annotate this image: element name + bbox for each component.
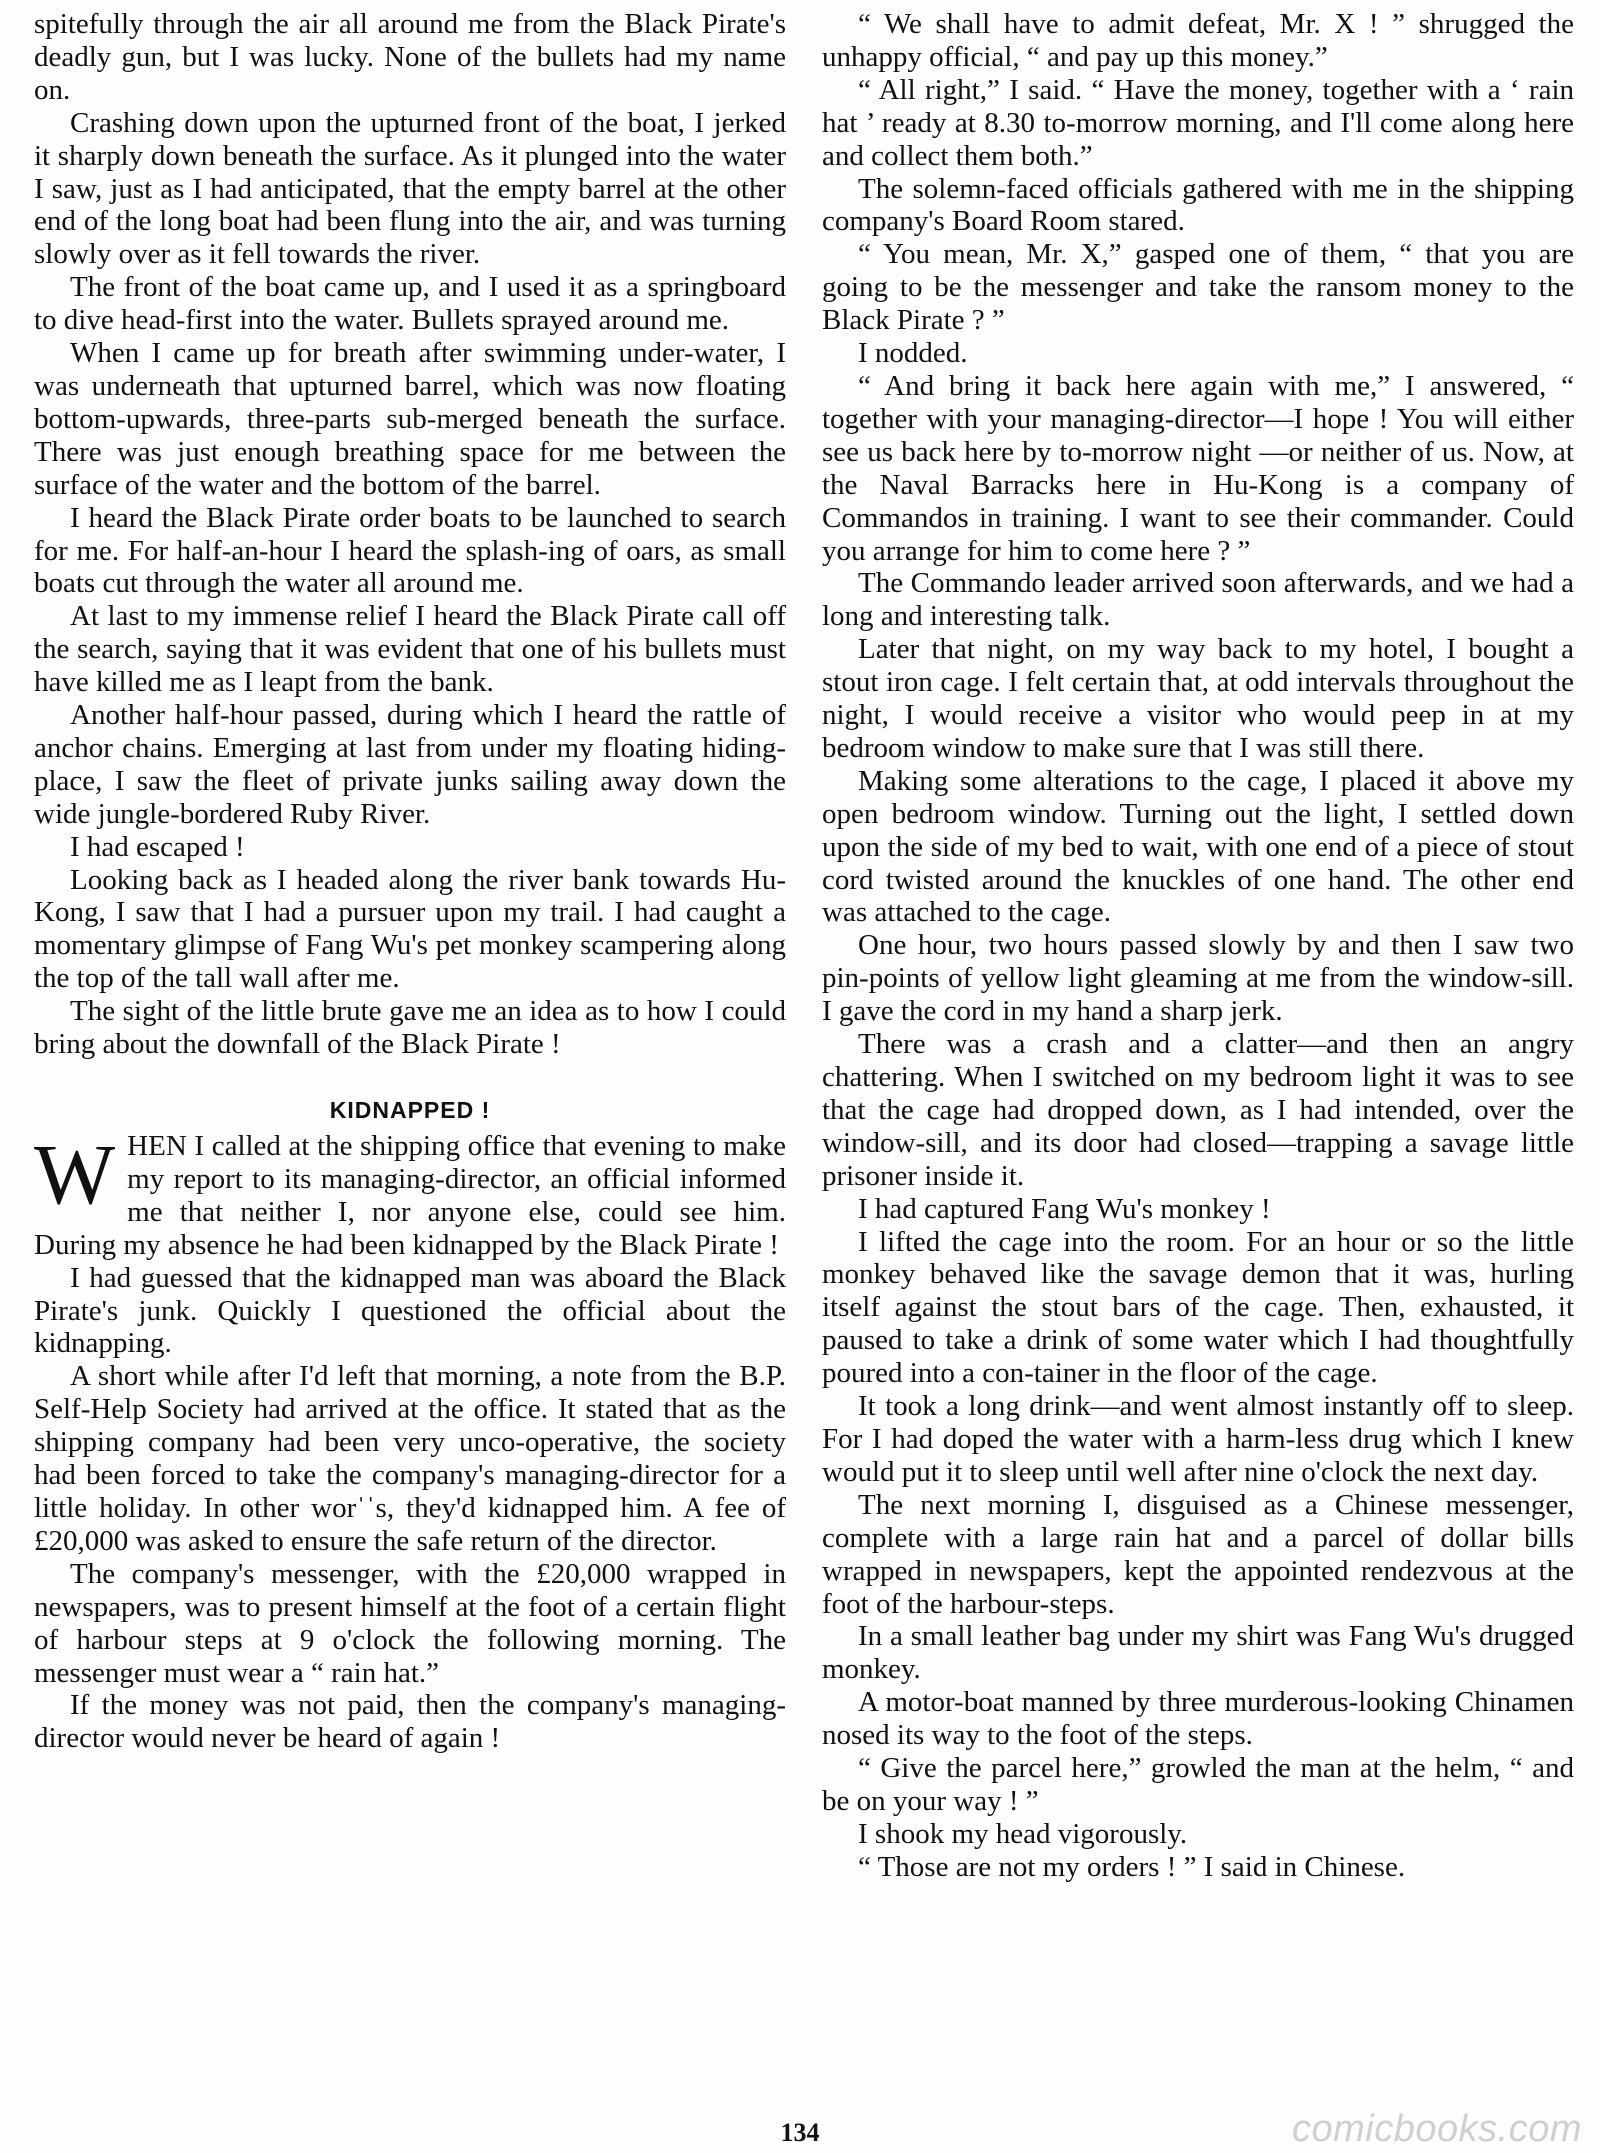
right-paragraphs <box>822 8 1574 1884</box>
paragraph: Looking back as I headed along the river bank towards Hu-Kong, I saw that I had a pursuer upon my trail. I had caught a momentary glimpse of Fang Wu's pet monkey scampering along the top of the tall wall after me. <box>34 863 786 995</box>
paragraph: Later that night, on my way back to my hotel, I bought a stout iron cage. I felt certain that, at odd intervals throughout the night, I would receive a visitor who would peep in at my bedroom window to make sure that I was still there. <box>822 633 1574 764</box>
paragraph: The sight of the little brute gave me an idea as to how I could bring about the downfall of the Black Pirate ! <box>34 995 786 1061</box>
paragraph: At last to my immense relief I heard the Black Pirate call off the search, saying that it was evident that one of his bullets must have killed me as I leapt from the bank. <box>34 600 786 699</box>
dropcap-paragraph <box>34 1126 786 1262</box>
right-text-column <box>822 8 1574 1884</box>
paragraph: “ You mean, Mr. X,” gasped one of them, “ that you are going to be the messenger and take the ransom money to the Black Pirate ? ” <box>822 238 1574 337</box>
paragraph: Crashing down upon the upturned front of the boat, I jerked it sharply down beneath the surface. As it plunged into the water I saw, just as I had anticipated, that the empty barrel at the other end of the long boat had been flung into the air, and was turning slowly over as it fell towards the river. <box>34 106 786 271</box>
paragraph: In a small leather bag under my shirt was Fang Wu's drugged monkey. <box>822 1620 1574 1686</box>
watermark-logo: comicbooks.com <box>1292 2108 1582 2150</box>
paragraph: If the money was not paid, then the company's managing-director would never be heard of again ! <box>34 1689 786 1755</box>
paragraph: “ Those are not my orders ! ” I said in Chinese. <box>858 1850 1406 1883</box>
paragraph: One hour, two hours passed slowly by and then I saw two pin-points of yellow light gleaming at me from the window-sill. I gave the cord in my hand a sharp jerk. <box>822 929 1574 1028</box>
paragraph: The solemn-faced officials gathered with me in the shipping company's Board Room stared. <box>822 172 1574 238</box>
paragraph: The Commando leader arrived soon afterwards, and we had a long and interesting talk. <box>822 567 1574 633</box>
paragraph: “ And bring it back here again with me,” I answered, “ together with your managing-director—I hope ! You will either see us back here by to-morrow night —or neither of us. Now, at the Naval Barracks here in Hu-Kong is a company of Commandos in training. I want to see their commander. Could you arrange for him to come here ? ” <box>822 369 1574 567</box>
paragraph: I lifted the cage into the room. For an hour or so the little monkey behaved like the savage demon that it was, hurling itself against the stout bars of the cage. Then, exhausted, it paused to take a drink of some water which I had thoughtfully poured into a con-tainer in the floor of the cage. <box>822 1225 1574 1390</box>
paragraph: A motor-boat manned by three murderous-looking Chinamen nosed its way to the foot of the steps. <box>822 1686 1574 1752</box>
paragraph: “ All right,” I said. “ Have the money, together with a ‘ rain hat ’ ready at 8.30 to-morrow morning, and I'll come along here and collect them both.” <box>822 73 1574 172</box>
section-heading: KIDNAPPED ! <box>329 1097 491 1123</box>
paragraph: I had escaped ! <box>70 830 245 863</box>
dropcap-letter: W <box>34 1126 116 1222</box>
paragraph: There was a crash and a clatter—and then an angry chattering. When I switched on my bedroom light it was to see that the cage had dropped down, as I had intended, over the window-sill, and its door had closed—trapping a savage little prisoner inside it. <box>822 1028 1574 1192</box>
paragraph: spitefully through the air all around me from the Black Pirate's deadly gun, but I was lucky. None of the bullets had my name on. <box>34 8 786 106</box>
dropcap-paragraph-text: HEN I called at the shipping office that evening to make my report to its managing-director, an official informed me that neither I, nor anyone else, could see him. During my absence he had been kidnapped by the Black Pirate ! <box>34 1130 786 1261</box>
paragraph: When I came up for breath after swimming under-water, I was underneath that upturned barrel, which was now floating bottom-upwards, three-parts sub-merged beneath the surface. There was just enough breathing space for me between the surface of the water and the bottom of the barrel. <box>34 337 786 501</box>
page-number: 134 <box>780 2118 820 2147</box>
left-paragraphs-top <box>34 8 786 1061</box>
paragraph: I nodded. <box>858 337 968 370</box>
paragraph: The front of the boat came up, and I used it as a springboard to dive head-first into the water. Bullets sprayed around me. <box>34 271 786 337</box>
paragraph: I had captured Fang Wu's monkey ! <box>858 1192 1271 1225</box>
paragraph: Another half-hour passed, during which I heard the rattle of anchor chains. Emerging at last from under my floating hiding-place, I saw the fleet of private junks sailing away down the wide jungle-bordered Ruby River. <box>34 699 786 830</box>
paragraph: The next morning I, disguised as a Chinese messenger, complete with a large rain hat and a parcel of dollar bills wrapped in newspapers, kept the appointed rendezvous at the foot of the harbour-steps. <box>822 1488 1574 1620</box>
paragraph: A short while after I'd left that morning, a note from the B.P. Self-Help Society had arrived at the office. It stated that as the shipping company had been very unco-operative, the society had been forced to take the company's managing-director for a little holiday. In other worˈˈs, they'd kidnapped him. A fee of £20,000 was asked to ensure the safe return of the director. <box>34 1360 786 1557</box>
left-text-column <box>34 8 786 1755</box>
paragraph: “ We shall have to admit defeat, Mr. X ! ” shrugged the unhappy official, “ and pay up this money.” <box>822 8 1574 73</box>
paragraph: Making some alterations to the cage, I placed it above my open bedroom window. Turning out the light, I settled down upon the side of my bed to wait, with one end of a piece of stout cord twisted around the knuckles of one hand. The other end was attached to the cage. <box>822 764 1574 929</box>
paragraph: “ Give the parcel here,” growled the man at the helm, “ and be on your way ! ” <box>822 1752 1574 1817</box>
paragraph: I shook my head vigorously. <box>858 1817 1188 1850</box>
paragraph: It took a long drink—and went almost instantly off to sleep. For I had doped the water with a harm-less drug which I knew would put it to sleep until well after nine o'clock the next day. <box>822 1390 1574 1488</box>
paragraph: The company's messenger, with the £20,000 wrapped in newspapers, was to present himself at the foot of a certain flight of harbour steps at 9 o'clock the following morning. The messenger must wear a “ rain hat.” <box>34 1557 786 1689</box>
paragraph: I heard the Black Pirate order boats to be launched to search for me. For half-an-hour I heard the splash-ing of oars, as small boats cut through the water all around me. <box>34 501 786 600</box>
left-paragraphs-bottom <box>34 1262 786 1756</box>
paragraph: I had guessed that the kidnapped man was aboard the Black Pirate's junk. Quickly I questioned the official about the kidnapping. <box>34 1261 786 1360</box>
